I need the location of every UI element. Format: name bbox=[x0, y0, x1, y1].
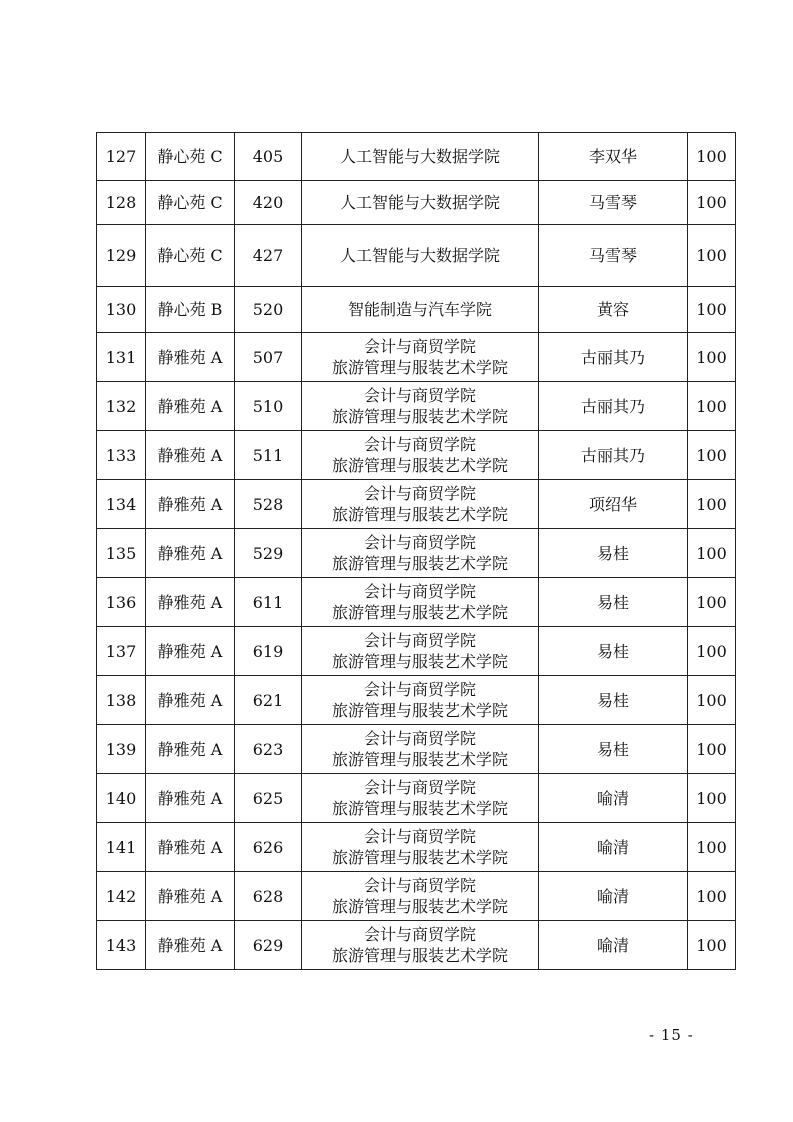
building-name: 静雅苑 A bbox=[146, 823, 235, 872]
building-name: 静雅苑 A bbox=[146, 431, 235, 480]
score: 100 bbox=[688, 133, 736, 181]
score: 100 bbox=[688, 921, 736, 970]
table-row bbox=[97, 333, 736, 382]
row-number: 130 bbox=[97, 287, 146, 333]
building-name: 静雅苑 A bbox=[146, 774, 235, 823]
college-name: 会计与商贸学院 旅游管理与服装艺术学院 bbox=[302, 529, 539, 578]
college-name: 会计与商贸学院 旅游管理与服装艺术学院 bbox=[302, 333, 539, 382]
college-name: 会计与商贸学院 旅游管理与服装艺术学院 bbox=[302, 627, 539, 676]
room-number: 619 bbox=[235, 627, 302, 676]
score: 100 bbox=[688, 823, 736, 872]
manager-name: 古丽其乃 bbox=[539, 382, 688, 431]
manager-name: 项绍华 bbox=[539, 480, 688, 529]
room-number: 623 bbox=[235, 725, 302, 774]
building-name: 静雅苑 A bbox=[146, 921, 235, 970]
building-name: 静心苑 B bbox=[146, 287, 235, 333]
room-number: 405 bbox=[235, 133, 302, 181]
building-name: 静雅苑 A bbox=[146, 627, 235, 676]
table-row bbox=[97, 823, 736, 872]
table-row bbox=[97, 676, 736, 725]
manager-name: 马雪琴 bbox=[539, 181, 688, 225]
manager-name: 李双华 bbox=[539, 133, 688, 181]
table-row bbox=[97, 529, 736, 578]
table-row bbox=[97, 921, 736, 970]
building-name: 静雅苑 A bbox=[146, 578, 235, 627]
manager-name: 易桂 bbox=[539, 676, 688, 725]
row-number: 129 bbox=[97, 225, 146, 287]
row-number: 139 bbox=[97, 725, 146, 774]
row-number: 136 bbox=[97, 578, 146, 627]
row-number: 143 bbox=[97, 921, 146, 970]
building-name: 静雅苑 A bbox=[146, 529, 235, 578]
college-name: 会计与商贸学院 旅游管理与服装艺术学院 bbox=[302, 676, 539, 725]
room-number: 611 bbox=[235, 578, 302, 627]
manager-name: 古丽其乃 bbox=[539, 431, 688, 480]
room-number: 625 bbox=[235, 774, 302, 823]
score: 100 bbox=[688, 181, 736, 225]
score: 100 bbox=[688, 774, 736, 823]
row-number: 134 bbox=[97, 480, 146, 529]
table-row bbox=[97, 725, 736, 774]
room-number: 528 bbox=[235, 480, 302, 529]
manager-name: 易桂 bbox=[539, 529, 688, 578]
row-number: 137 bbox=[97, 627, 146, 676]
room-number: 510 bbox=[235, 382, 302, 431]
room-number: 507 bbox=[235, 333, 302, 382]
page-number: - 15 - bbox=[649, 1026, 694, 1044]
row-number: 132 bbox=[97, 382, 146, 431]
score: 100 bbox=[688, 872, 736, 921]
table-row bbox=[97, 181, 736, 225]
building-name: 静雅苑 A bbox=[146, 480, 235, 529]
room-number: 529 bbox=[235, 529, 302, 578]
building-name: 静雅苑 A bbox=[146, 676, 235, 725]
score: 100 bbox=[688, 529, 736, 578]
manager-name: 喻清 bbox=[539, 823, 688, 872]
table-row bbox=[97, 287, 736, 333]
college-name: 会计与商贸学院 旅游管理与服装艺术学院 bbox=[302, 823, 539, 872]
row-number: 140 bbox=[97, 774, 146, 823]
college-name: 会计与商贸学院 旅游管理与服装艺术学院 bbox=[302, 774, 539, 823]
score: 100 bbox=[688, 287, 736, 333]
table-row bbox=[97, 774, 736, 823]
row-number: 138 bbox=[97, 676, 146, 725]
row-number: 135 bbox=[97, 529, 146, 578]
college-name: 会计与商贸学院 旅游管理与服装艺术学院 bbox=[302, 480, 539, 529]
room-number: 520 bbox=[235, 287, 302, 333]
score: 100 bbox=[688, 627, 736, 676]
college-name: 人工智能与大数据学院 bbox=[302, 133, 539, 181]
table-row bbox=[97, 480, 736, 529]
college-name: 会计与商贸学院 旅游管理与服装艺术学院 bbox=[302, 725, 539, 774]
building-name: 静心苑 C bbox=[146, 225, 235, 287]
college-name: 智能制造与汽车学院 bbox=[302, 287, 539, 333]
table-row bbox=[97, 133, 736, 181]
dormitory-score-table bbox=[96, 132, 736, 970]
room-number: 427 bbox=[235, 225, 302, 287]
college-name: 会计与商贸学院 旅游管理与服装艺术学院 bbox=[302, 431, 539, 480]
manager-name: 喻清 bbox=[539, 921, 688, 970]
college-name: 会计与商贸学院 旅游管理与服装艺术学院 bbox=[302, 872, 539, 921]
row-number: 133 bbox=[97, 431, 146, 480]
manager-name: 易桂 bbox=[539, 578, 688, 627]
manager-name: 马雪琴 bbox=[539, 225, 688, 287]
row-number: 141 bbox=[97, 823, 146, 872]
row-number: 142 bbox=[97, 872, 146, 921]
building-name: 静雅苑 A bbox=[146, 872, 235, 921]
table-row bbox=[97, 225, 736, 287]
college-name: 会计与商贸学院 旅游管理与服装艺术学院 bbox=[302, 921, 539, 970]
room-number: 621 bbox=[235, 676, 302, 725]
building-name: 静心苑 C bbox=[146, 133, 235, 181]
room-number: 420 bbox=[235, 181, 302, 225]
room-number: 628 bbox=[235, 872, 302, 921]
score: 100 bbox=[688, 725, 736, 774]
manager-name: 喻清 bbox=[539, 774, 688, 823]
building-name: 静雅苑 A bbox=[146, 725, 235, 774]
manager-name: 易桂 bbox=[539, 627, 688, 676]
table-row bbox=[97, 872, 736, 921]
manager-name: 黄容 bbox=[539, 287, 688, 333]
room-number: 629 bbox=[235, 921, 302, 970]
row-number: 131 bbox=[97, 333, 146, 382]
score: 100 bbox=[688, 480, 736, 529]
college-name: 人工智能与大数据学院 bbox=[302, 225, 539, 287]
building-name: 静雅苑 A bbox=[146, 333, 235, 382]
building-name: 静雅苑 A bbox=[146, 382, 235, 431]
manager-name: 喻清 bbox=[539, 872, 688, 921]
table-row bbox=[97, 578, 736, 627]
row-number: 128 bbox=[97, 181, 146, 225]
table-row bbox=[97, 627, 736, 676]
score: 100 bbox=[688, 333, 736, 382]
score: 100 bbox=[688, 382, 736, 431]
room-number: 626 bbox=[235, 823, 302, 872]
building-name: 静心苑 C bbox=[146, 181, 235, 225]
manager-name: 古丽其乃 bbox=[539, 333, 688, 382]
table-row bbox=[97, 382, 736, 431]
score: 100 bbox=[688, 578, 736, 627]
college-name: 人工智能与大数据学院 bbox=[302, 181, 539, 225]
manager-name: 易桂 bbox=[539, 725, 688, 774]
score: 100 bbox=[688, 225, 736, 287]
row-number: 127 bbox=[97, 133, 146, 181]
college-name: 会计与商贸学院 旅游管理与服装艺术学院 bbox=[302, 578, 539, 627]
score: 100 bbox=[688, 676, 736, 725]
room-number: 511 bbox=[235, 431, 302, 480]
college-name: 会计与商贸学院 旅游管理与服装艺术学院 bbox=[302, 382, 539, 431]
score: 100 bbox=[688, 431, 736, 480]
table-row bbox=[97, 431, 736, 480]
